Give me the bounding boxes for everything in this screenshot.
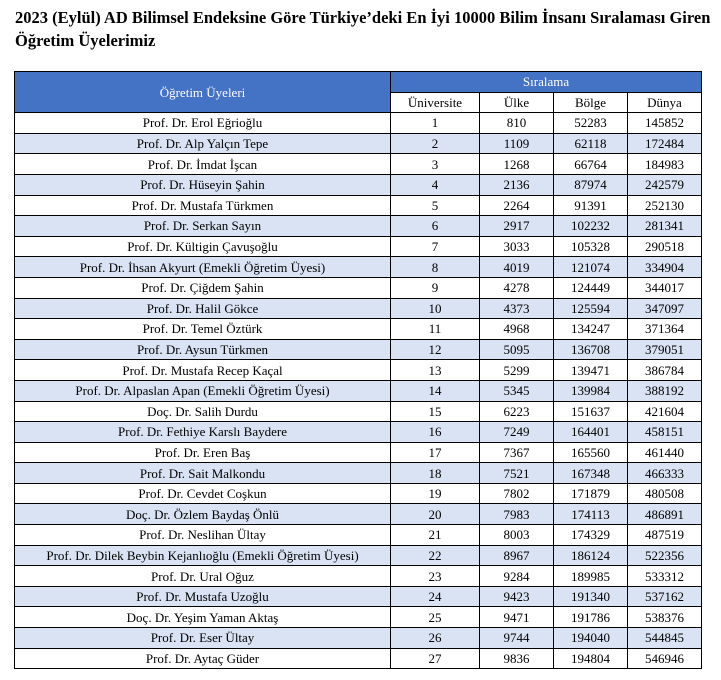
table-body — [15, 113, 702, 669]
cell-dunya: 371364 — [628, 319, 702, 340]
cell-dunya: 421604 — [628, 401, 702, 422]
table-row — [15, 216, 702, 237]
cell-universite: 27 — [391, 648, 480, 669]
cell-dunya: 388192 — [628, 380, 702, 401]
header-universite: Üniversite — [391, 92, 480, 113]
cell-ulke: 1268 — [480, 154, 554, 175]
table-row — [15, 504, 702, 525]
cell-dunya: 544845 — [628, 628, 702, 649]
header-faculty: Öğretim Üyeleri — [15, 72, 391, 113]
cell-dunya: 184983 — [628, 154, 702, 175]
table-row — [15, 628, 702, 649]
cell-bolge: 66764 — [554, 154, 628, 175]
cell-ulke: 1109 — [480, 133, 554, 154]
cell-bolge: 52283 — [554, 113, 628, 134]
cell-universite: 23 — [391, 566, 480, 587]
cell-dunya: 480508 — [628, 483, 702, 504]
cell-dunya: 533312 — [628, 566, 702, 587]
cell-universite: 6 — [391, 216, 480, 237]
cell-name: Prof. Dr. Neslihan Ültay — [15, 525, 391, 546]
cell-name: Prof. Dr. Aysun Türkmen — [15, 339, 391, 360]
table-row — [15, 298, 702, 319]
cell-universite: 18 — [391, 463, 480, 484]
header-ulke: Ülke — [480, 92, 554, 113]
table-row — [15, 319, 702, 340]
cell-ulke: 2136 — [480, 174, 554, 195]
cell-universite: 3 — [391, 154, 480, 175]
cell-name: Prof. Dr. Kültigin Çavuşoğlu — [15, 236, 391, 257]
cell-ulke: 5095 — [480, 339, 554, 360]
cell-universite: 2 — [391, 133, 480, 154]
cell-name: Prof. Dr. Erol Eğrioğlu — [15, 113, 391, 134]
cell-dunya: 546946 — [628, 648, 702, 669]
table-row — [15, 257, 702, 278]
cell-universite: 13 — [391, 360, 480, 381]
table-row — [15, 442, 702, 463]
cell-name: Prof. Dr. Halil Gökce — [15, 298, 391, 319]
cell-name: Doç. Dr. Salih Durdu — [15, 401, 391, 422]
cell-universite: 7 — [391, 236, 480, 257]
cell-name: Prof. Dr. İhsan Akyurt (Emekli Öğretim Üyesi) — [15, 257, 391, 278]
cell-bolge: 134247 — [554, 319, 628, 340]
cell-name: Prof. Dr. Temel Öztürk — [15, 319, 391, 340]
cell-universite: 11 — [391, 319, 480, 340]
cell-ulke: 7249 — [480, 422, 554, 443]
cell-dunya: 487519 — [628, 525, 702, 546]
cell-ulke: 9423 — [480, 586, 554, 607]
table-row — [15, 648, 702, 669]
cell-universite: 22 — [391, 545, 480, 566]
cell-name: Prof. Dr. İmdat İşcan — [15, 154, 391, 175]
cell-bolge: 139471 — [554, 360, 628, 381]
cell-name: Prof. Dr. Çiğdem Şahin — [15, 277, 391, 298]
cell-name: Prof. Dr. Serkan Sayın — [15, 216, 391, 237]
cell-universite: 21 — [391, 525, 480, 546]
cell-ulke: 4968 — [480, 319, 554, 340]
cell-name: Prof. Dr. Mustafa Türkmen — [15, 195, 391, 216]
cell-universite: 17 — [391, 442, 480, 463]
cell-universite: 10 — [391, 298, 480, 319]
cell-ulke: 5299 — [480, 360, 554, 381]
cell-bolge: 174113 — [554, 504, 628, 525]
cell-bolge: 186124 — [554, 545, 628, 566]
cell-dunya: 486891 — [628, 504, 702, 525]
cell-universite: 25 — [391, 607, 480, 628]
table-row — [15, 195, 702, 216]
cell-dunya: 281341 — [628, 216, 702, 237]
cell-universite: 14 — [391, 380, 480, 401]
cell-dunya: 242579 — [628, 174, 702, 195]
cell-ulke: 4373 — [480, 298, 554, 319]
cell-universite: 15 — [391, 401, 480, 422]
cell-bolge: 151637 — [554, 401, 628, 422]
cell-name: Prof. Dr. Sait Malkondu — [15, 463, 391, 484]
cell-name: Prof. Dr. Cevdet Coşkun — [15, 483, 391, 504]
cell-ulke: 4278 — [480, 277, 554, 298]
cell-bolge: 62118 — [554, 133, 628, 154]
cell-dunya: 290518 — [628, 236, 702, 257]
header-ranking: Sıralama — [391, 72, 702, 93]
cell-bolge: 194040 — [554, 628, 628, 649]
cell-universite: 26 — [391, 628, 480, 649]
cell-bolge: 191786 — [554, 607, 628, 628]
table-row — [15, 422, 702, 443]
cell-ulke: 9744 — [480, 628, 554, 649]
cell-dunya: 347097 — [628, 298, 702, 319]
cell-bolge: 91391 — [554, 195, 628, 216]
cell-dunya: 252130 — [628, 195, 702, 216]
table-row — [15, 607, 702, 628]
cell-bolge: 194804 — [554, 648, 628, 669]
cell-universite: 16 — [391, 422, 480, 443]
cell-universite: 12 — [391, 339, 480, 360]
cell-bolge: 174329 — [554, 525, 628, 546]
table-row — [15, 154, 702, 175]
cell-bolge: 139984 — [554, 380, 628, 401]
cell-ulke: 7521 — [480, 463, 554, 484]
ranking-table — [14, 71, 702, 669]
cell-ulke: 7367 — [480, 442, 554, 463]
cell-ulke: 3033 — [480, 236, 554, 257]
cell-ulke: 9471 — [480, 607, 554, 628]
cell-bolge: 189985 — [554, 566, 628, 587]
cell-dunya: 458151 — [628, 422, 702, 443]
cell-name: Prof. Dr. Eser Ültay — [15, 628, 391, 649]
cell-bolge: 165560 — [554, 442, 628, 463]
table-row — [15, 113, 702, 134]
cell-ulke: 7802 — [480, 483, 554, 504]
cell-bolge: 164401 — [554, 422, 628, 443]
cell-dunya: 334904 — [628, 257, 702, 278]
cell-dunya: 466333 — [628, 463, 702, 484]
cell-universite: 9 — [391, 277, 480, 298]
table-row — [15, 401, 702, 422]
cell-universite: 4 — [391, 174, 480, 195]
table-row — [15, 463, 702, 484]
cell-dunya: 344017 — [628, 277, 702, 298]
table-row — [15, 586, 702, 607]
table-row — [15, 566, 702, 587]
table-header — [15, 72, 702, 113]
table-row — [15, 360, 702, 381]
cell-ulke: 2917 — [480, 216, 554, 237]
cell-universite: 8 — [391, 257, 480, 278]
table-row — [15, 174, 702, 195]
cell-bolge: 167348 — [554, 463, 628, 484]
cell-name: Prof. Dr. Ural Oğuz — [15, 566, 391, 587]
cell-bolge: 136708 — [554, 339, 628, 360]
cell-name: Prof. Dr. Dilek Beybin Kejanlıoğlu (Emekli Öğretim Üyesi) — [15, 545, 391, 566]
table-row — [15, 339, 702, 360]
cell-ulke: 4019 — [480, 257, 554, 278]
header-bolge: Bölge — [554, 92, 628, 113]
cell-name: Prof. Dr. Hüseyin Şahin — [15, 174, 391, 195]
cell-name: Prof. Dr. Eren Baş — [15, 442, 391, 463]
table-row — [15, 525, 702, 546]
cell-universite: 5 — [391, 195, 480, 216]
cell-ulke: 9836 — [480, 648, 554, 669]
cell-name: Doç. Dr. Yeşim Yaman Aktaş — [15, 607, 391, 628]
cell-ulke: 8003 — [480, 525, 554, 546]
table-row — [15, 380, 702, 401]
cell-bolge: 125594 — [554, 298, 628, 319]
cell-name: Prof. Dr. Alpaslan Apan (Emekli Öğretim Üyesi) — [15, 380, 391, 401]
cell-bolge: 191340 — [554, 586, 628, 607]
cell-bolge: 87974 — [554, 174, 628, 195]
cell-dunya: 379051 — [628, 339, 702, 360]
cell-ulke: 8967 — [480, 545, 554, 566]
cell-universite: 1 — [391, 113, 480, 134]
cell-bolge: 102232 — [554, 216, 628, 237]
cell-name: Doç. Dr. Özlem Baydaş Önlü — [15, 504, 391, 525]
cell-ulke: 6223 — [480, 401, 554, 422]
header-dunya: Dünya — [628, 92, 702, 113]
cell-universite: 19 — [391, 483, 480, 504]
cell-ulke: 5345 — [480, 380, 554, 401]
cell-bolge: 121074 — [554, 257, 628, 278]
cell-ulke: 810 — [480, 113, 554, 134]
cell-dunya: 172484 — [628, 133, 702, 154]
table-row — [15, 133, 702, 154]
cell-bolge: 105328 — [554, 236, 628, 257]
cell-name: Prof. Dr. Fethiye Karslı Baydere — [15, 422, 391, 443]
cell-dunya: 537162 — [628, 586, 702, 607]
cell-bolge: 124449 — [554, 277, 628, 298]
cell-name: Prof. Dr. Aytaç Güder — [15, 648, 391, 669]
cell-universite: 20 — [391, 504, 480, 525]
cell-name: Prof. Dr. Mustafa Recep Kaçal — [15, 360, 391, 381]
cell-dunya: 145852 — [628, 113, 702, 134]
cell-dunya: 538376 — [628, 607, 702, 628]
cell-universite: 24 — [391, 586, 480, 607]
cell-name: Prof. Dr. Alp Yalçın Tepe — [15, 133, 391, 154]
cell-name: Prof. Dr. Mustafa Uzoğlu — [15, 586, 391, 607]
table-row — [15, 236, 702, 257]
cell-dunya: 522356 — [628, 545, 702, 566]
cell-ulke: 7983 — [480, 504, 554, 525]
cell-ulke: 2264 — [480, 195, 554, 216]
cell-bolge: 171879 — [554, 483, 628, 504]
table-row — [15, 277, 702, 298]
table-row — [15, 545, 702, 566]
cell-dunya: 386784 — [628, 360, 702, 381]
table-row — [15, 483, 702, 504]
cell-dunya: 461440 — [628, 442, 702, 463]
page-title: 2023 (Eylül) AD Bilimsel Endeksine Göre Türkiye’deki En İyi 10000 Bilim İnsanı Sıralaması Giren Öğretim Üyelerimiz — [15, 8, 711, 50]
cell-ulke: 9284 — [480, 566, 554, 587]
